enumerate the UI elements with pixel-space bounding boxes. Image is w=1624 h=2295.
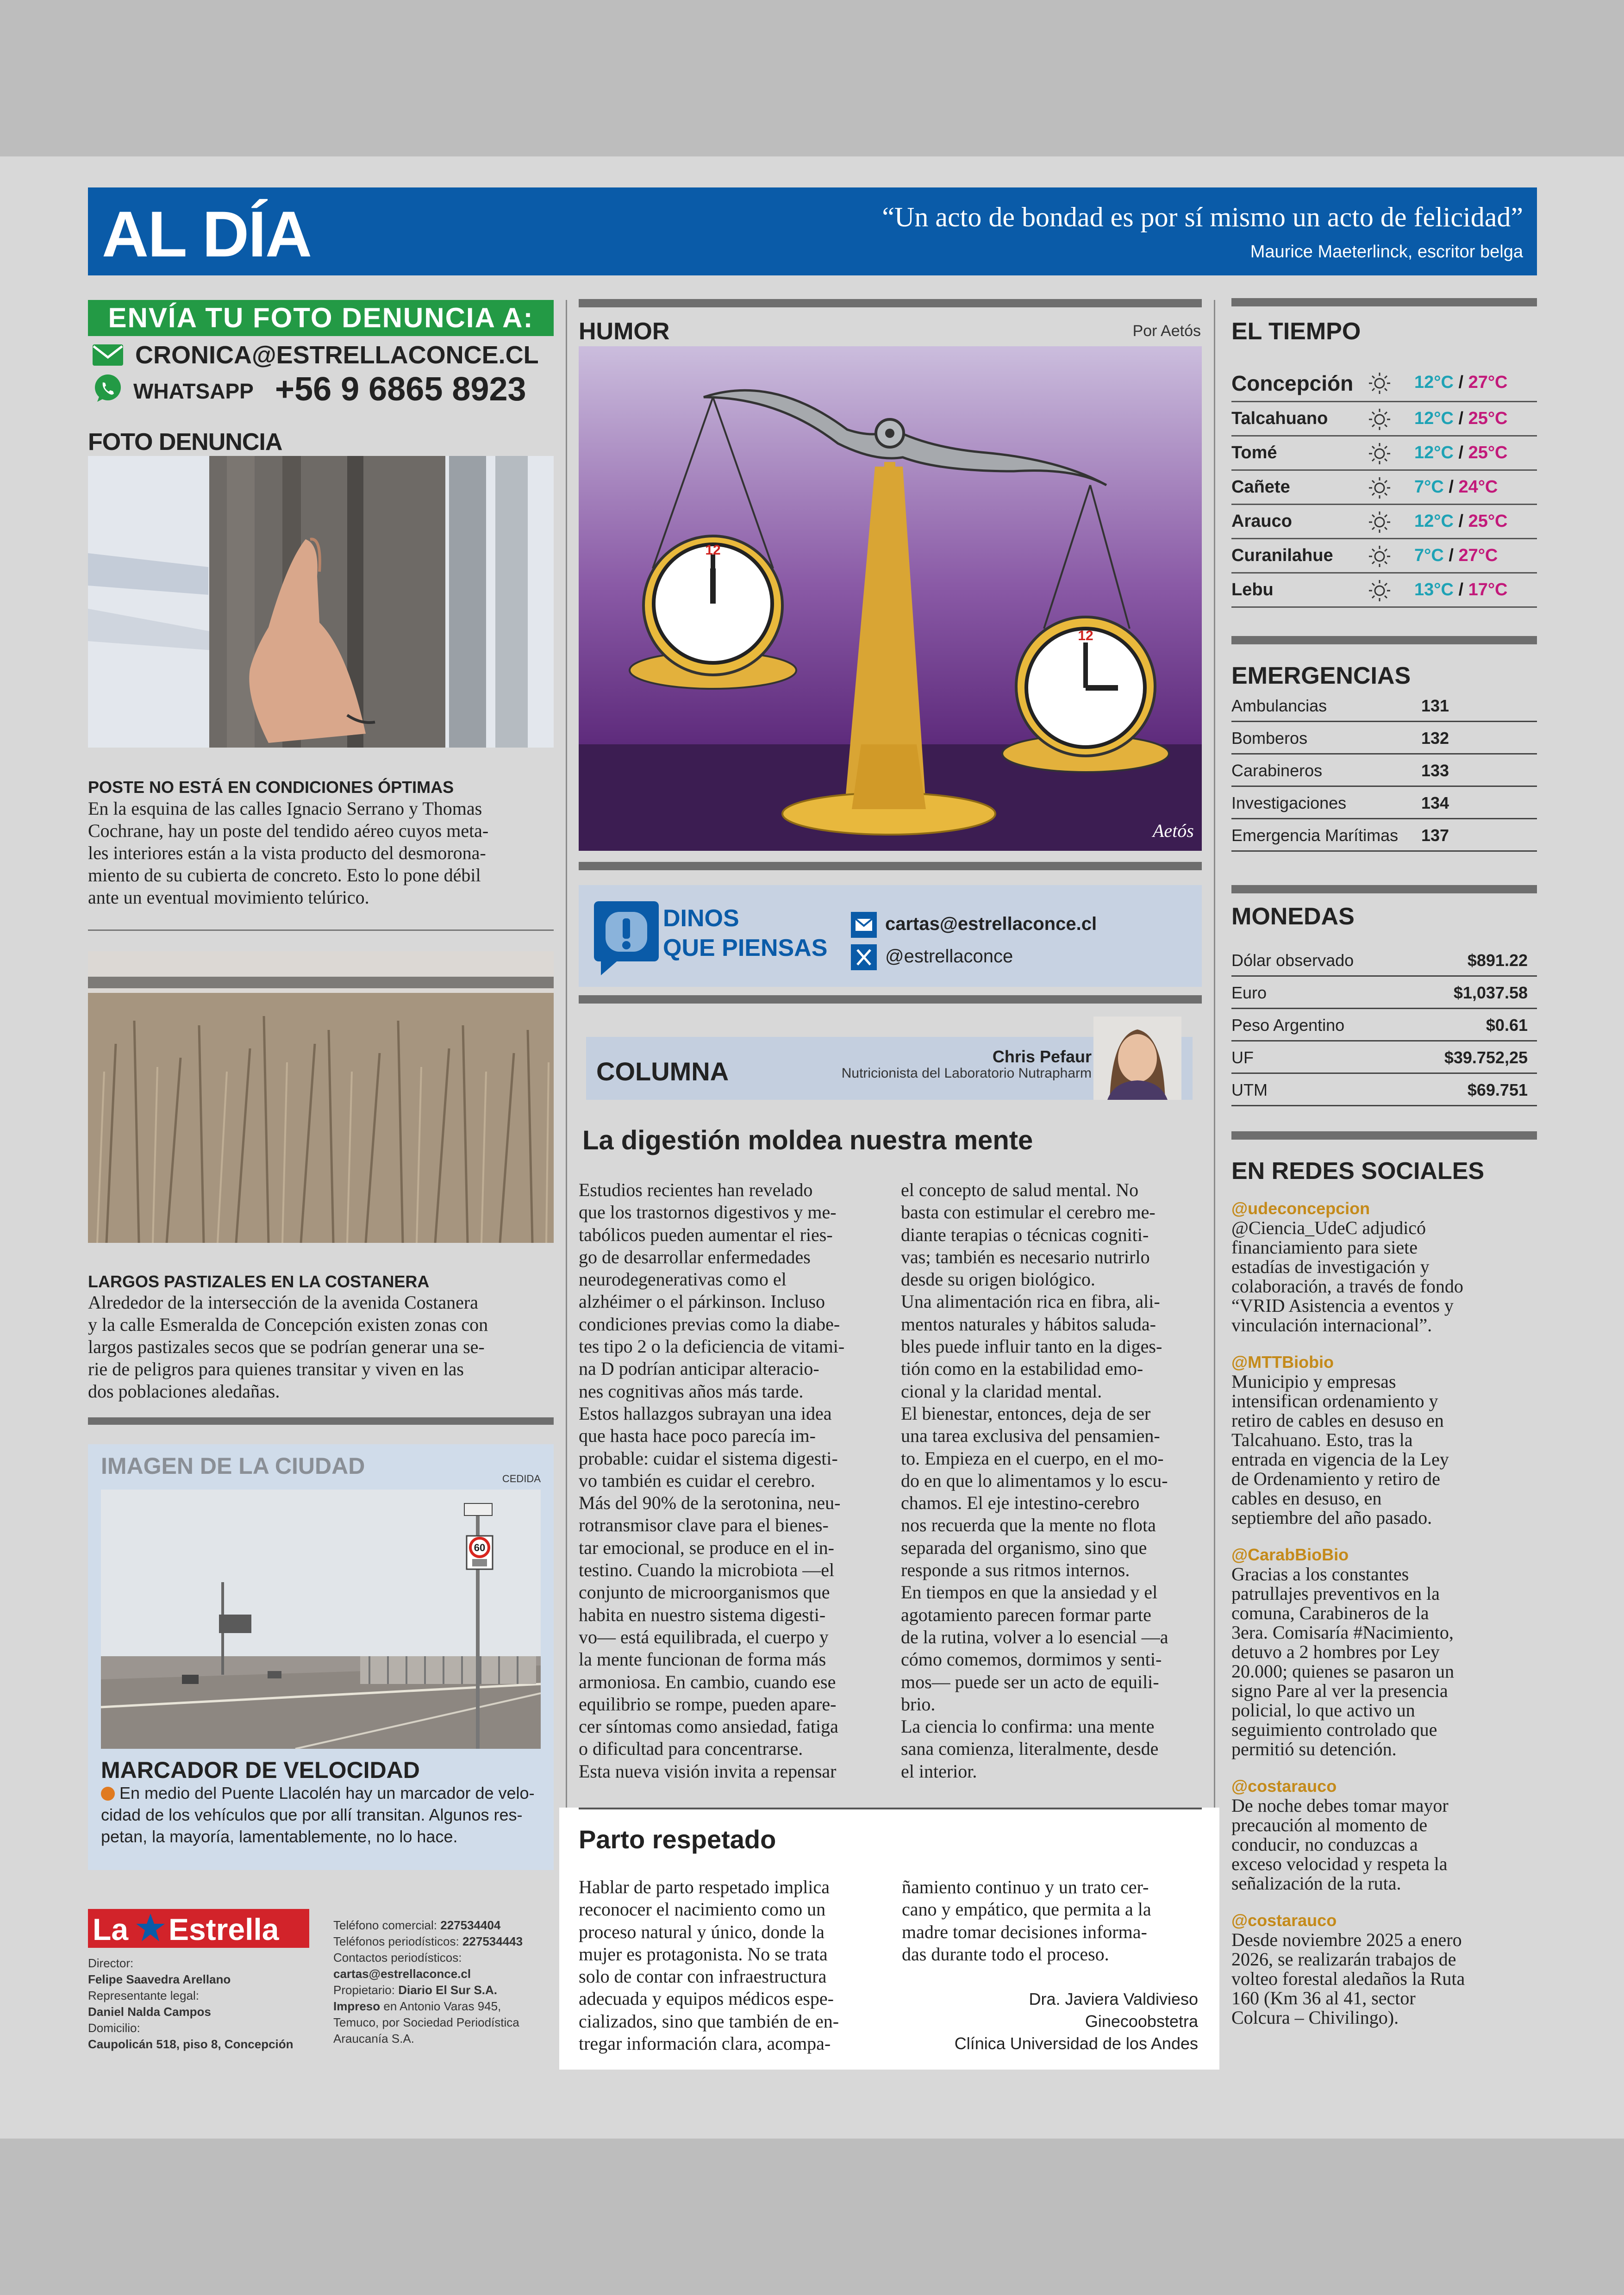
text-line: tabólicos pueden aumentar el ries- bbox=[579, 1224, 833, 1245]
currency-row bbox=[1231, 944, 1537, 977]
mail-icon bbox=[92, 343, 124, 367]
grass-photo bbox=[88, 951, 554, 1243]
text-line: Colcura – Chivilingo). bbox=[1231, 2007, 1399, 2028]
divider bbox=[579, 995, 1202, 1004]
rep-label: Representante legal: bbox=[88, 1989, 199, 2002]
service-name: Bomberos bbox=[1231, 729, 1308, 748]
impreso-value: en Antonio Varas 945, bbox=[383, 1999, 501, 2013]
text-line: cano y empático, que permita a la bbox=[902, 1899, 1151, 1920]
text-line: probable: cuidar el sistema digesti- bbox=[579, 1447, 838, 1469]
monedas-title: MONEDAS bbox=[1231, 903, 1355, 930]
author-photo bbox=[1093, 1017, 1181, 1100]
text-line: dos poblaciones aledañas. bbox=[88, 1381, 280, 1402]
sun-icon bbox=[1368, 372, 1391, 395]
text-line: El bienestar, entonces, deja de ser bbox=[901, 1403, 1151, 1424]
text-line: desde su origen biológico. bbox=[901, 1269, 1095, 1290]
column-divider bbox=[566, 300, 567, 2068]
sun-icon bbox=[1368, 545, 1391, 568]
currency-row bbox=[1231, 1074, 1537, 1106]
text-line: armoniosa. En cambio, cuando ese bbox=[579, 1671, 836, 1692]
logo-text-left: La bbox=[93, 1912, 129, 1946]
currency-name: Dólar observado bbox=[1231, 951, 1354, 970]
imagen-ciudad-box bbox=[88, 1444, 554, 1870]
item-body bbox=[88, 798, 556, 909]
speed-sign-number: 60 bbox=[474, 1542, 486, 1553]
temp-min: 7°C bbox=[1414, 477, 1444, 497]
text-line: nos recuerda que la mente no flota bbox=[901, 1515, 1156, 1536]
service-number[interactable]: 134 bbox=[1421, 793, 1449, 812]
text-line: 20.000; quienes se pasaron un bbox=[1231, 1661, 1455, 1682]
text-line: cidad de los vehículos que por allí transitan. Algunos res- bbox=[101, 1805, 523, 1824]
weather-row: Concepción 12°C / 27°C bbox=[1231, 363, 1537, 402]
weather-city: Talcahuano bbox=[1231, 409, 1328, 428]
text-line: el concepto de salud mental. No bbox=[901, 1179, 1139, 1200]
divider bbox=[579, 1808, 1202, 1809]
text-line: conducir, no conduzcas a bbox=[1231, 1834, 1418, 1855]
svg-text:12: 12 bbox=[705, 543, 721, 558]
sun-icon bbox=[1368, 476, 1391, 499]
bridge-photo bbox=[101, 1490, 541, 1749]
dom-value: Caupolicán 518, piso 8, Concepción bbox=[88, 2037, 294, 2051]
text-line: En tiempos en que la ansiedad y el bbox=[901, 1582, 1158, 1603]
estrella-logo bbox=[88, 1909, 309, 1948]
denuncia-email[interactable]: CRONICA@ESTRELLACONCE.CL bbox=[135, 341, 539, 369]
impreso-line: Araucanía S.A. bbox=[333, 2032, 414, 2046]
text-line: cer síntomas como ansiedad, fatiga bbox=[579, 1716, 838, 1737]
header-quote: “Un acto de bondad es por sí mismo un acto de felicidad” bbox=[882, 202, 1523, 232]
text-line: cional y la claridad mental. bbox=[901, 1380, 1102, 1402]
text-line: madre tomar decisiones informa- bbox=[902, 1921, 1147, 1942]
currency-row bbox=[1231, 1041, 1537, 1074]
text-line: basta con estimular el cerebro me- bbox=[901, 1202, 1156, 1223]
cartoon-signature: Aetós bbox=[1153, 820, 1194, 841]
divider bbox=[1231, 298, 1537, 306]
text-line: rie de peligros para quienes transitar y viven en las bbox=[88, 1359, 464, 1379]
text-line: ñamiento continuo y un trato cer- bbox=[902, 1877, 1149, 1897]
text-line: alzhéimer o el párkinson. Incluso bbox=[579, 1291, 825, 1312]
divider bbox=[579, 299, 1202, 307]
humor-cartoon bbox=[579, 346, 1202, 851]
text-line: na D podrían anticipar alteracio- bbox=[579, 1358, 819, 1379]
text-line: entrada en vigencia de la Ley bbox=[1231, 1449, 1449, 1470]
social-handle[interactable]: @udeconcepcion bbox=[1231, 1199, 1370, 1218]
currency-name: UTM bbox=[1231, 1080, 1268, 1099]
prop-value: Diario El Sur S.A. bbox=[398, 1983, 498, 1997]
item-title: LARGOS PASTIZALES EN LA COSTANERA bbox=[88, 1272, 430, 1291]
text-line: septiembre del año pasado. bbox=[1231, 1507, 1432, 1528]
star-icon bbox=[135, 1913, 166, 1943]
humor-title: HUMOR bbox=[579, 318, 670, 345]
text-line: financiamiento para siete bbox=[1231, 1237, 1418, 1258]
text-line: Desde noviembre 2025 a enero bbox=[1231, 1929, 1462, 1950]
service-name: Ambulancias bbox=[1231, 696, 1327, 715]
text-line: equilibrio se rompe, pueden apare- bbox=[579, 1693, 837, 1715]
text-line: intensifican ordenamiento y bbox=[1231, 1391, 1438, 1411]
emergencias-title: EMERGENCIAS bbox=[1231, 662, 1411, 689]
currency-row bbox=[1231, 977, 1537, 1009]
signature-line: Ginecoobstetra bbox=[1085, 2012, 1198, 2031]
tel-per-label: Teléfonos periodísticos: bbox=[333, 1934, 459, 1948]
impreso-line: Temuco, por Sociedad Periodística bbox=[333, 2015, 519, 2029]
text-line: y la calle Esmeralda de Concepción existen zonas con bbox=[88, 1314, 488, 1335]
director-name: Felipe Saavedra Arellano bbox=[88, 1972, 231, 1986]
text-line: colaboración, a través de fondo bbox=[1231, 1276, 1463, 1297]
text-line: el interior. bbox=[901, 1760, 977, 1782]
text-line: que los trastornos digestivos y me- bbox=[579, 1202, 837, 1223]
currency-value: $891.22 bbox=[1467, 951, 1528, 970]
dinos-email[interactable]: cartas@estrellaconce.cl bbox=[885, 914, 1097, 934]
emergency-row bbox=[1231, 819, 1537, 852]
text-line: brio. bbox=[901, 1693, 936, 1715]
text-line: cómo comemos, dormimos y senti- bbox=[901, 1649, 1162, 1670]
section-header bbox=[88, 187, 1537, 275]
divider bbox=[579, 862, 1202, 870]
text-line: proceso natural y único, donde la bbox=[579, 1921, 824, 1942]
text-line: @Ciencia_UdeC adjudicó bbox=[1231, 1217, 1426, 1238]
temp-max: 17°C bbox=[1468, 580, 1508, 599]
text-line: que hasta hace poco parecía im- bbox=[579, 1425, 816, 1447]
text-line: Hablar de parto respetado implica bbox=[579, 1877, 830, 1897]
dinos-line: QUE PIENSAS bbox=[663, 935, 828, 961]
currency-name: Peso Argentino bbox=[1231, 1016, 1345, 1035]
emergency-row bbox=[1231, 787, 1537, 819]
text-line: mujer es protagonista. No se trata bbox=[579, 1943, 828, 1964]
weather-city: Concepción bbox=[1231, 371, 1354, 395]
text-line: la mente funcionan de forma más bbox=[579, 1649, 826, 1670]
parto-box bbox=[559, 1808, 1219, 2070]
text-line: 160 (Km 36 al 41, sector bbox=[1231, 1988, 1416, 2008]
weather-row: Tomé 12°C / 25°C bbox=[1231, 437, 1537, 471]
text-line: miento de su cubierta de concreto. Esto lo pone débil bbox=[88, 865, 481, 886]
temp-min: 12°C bbox=[1414, 373, 1454, 392]
text-line: les interiores están a la vista producto del desmorona- bbox=[88, 842, 486, 863]
text-line: policial, lo que activo un bbox=[1231, 1700, 1415, 1721]
text-line: testino. Cuando la microbiota —el bbox=[579, 1559, 835, 1581]
social-feed bbox=[1231, 1199, 1546, 2027]
sun-icon bbox=[1368, 408, 1391, 431]
columna-header bbox=[586, 1037, 1193, 1100]
text-line: señalización de la ruta. bbox=[1231, 1873, 1401, 1894]
text-line: vo también es cuidar el cerebro. bbox=[579, 1470, 815, 1491]
text-line: Esta nueva visión invita a repensar bbox=[579, 1760, 837, 1782]
temp-max: 27°C bbox=[1458, 546, 1498, 565]
photo-credit: CEDIDA bbox=[502, 1473, 541, 1484]
whatsapp-icon bbox=[93, 373, 123, 404]
text-line: separada del organismo, sino que bbox=[901, 1537, 1147, 1558]
foto-denuncia-banner: ENVÍA TU FOTO DENUNCIA A: bbox=[88, 300, 554, 336]
text-line: cializados, sino que también de en- bbox=[579, 2010, 839, 2032]
weather-row: Lebu 13°C / 17°C bbox=[1231, 574, 1537, 608]
text-line: Cochrane, hay un poste del tendido aéreo cuyos meta- bbox=[88, 820, 489, 841]
weather-row: Talcahuano 12°C / 25°C bbox=[1231, 402, 1537, 437]
text-line: permitió su detención. bbox=[1231, 1739, 1397, 1759]
parto-col2 bbox=[902, 1876, 1207, 1965]
text-line: Gracias a los constantes bbox=[1231, 1564, 1409, 1584]
social-handle[interactable]: @CarabBioBio bbox=[1231, 1545, 1349, 1564]
contactos-email[interactable]: cartas@estrellaconce.cl bbox=[333, 1967, 471, 1981]
whatsapp-number[interactable]: +56 9 6865 8923 bbox=[275, 371, 526, 408]
text-line: das durante todo el proceso. bbox=[902, 1943, 1109, 1964]
currency-value: $1,037.58 bbox=[1453, 983, 1528, 1002]
temp-max: 24°C bbox=[1458, 477, 1498, 497]
emergencias-table bbox=[1231, 690, 1537, 856]
text-line: conjunto de microorganismos que bbox=[579, 1582, 830, 1603]
dom-label: Domicilio: bbox=[88, 2021, 140, 2035]
rep-name: Daniel Nalda Campos bbox=[88, 2005, 211, 2019]
text-line: diante terapias o técnicas cogniti- bbox=[901, 1224, 1149, 1245]
text-line: detuvo a 2 hombres por Ley bbox=[1231, 1641, 1440, 1662]
columna-label: COLUMNA bbox=[596, 1057, 729, 1086]
text-line: condiciones previas como la diabe- bbox=[579, 1313, 840, 1335]
contactos-label: Contactos periodísticos: bbox=[333, 1951, 462, 1964]
service-name: Carabineros bbox=[1231, 761, 1323, 780]
text-line: De noche debes tomar mayor bbox=[1231, 1795, 1449, 1816]
service-name: Investigaciones bbox=[1231, 793, 1347, 812]
text-line: patrullajes preventivos en la bbox=[1231, 1583, 1440, 1604]
social-handle[interactable]: @costarauco bbox=[1231, 1777, 1337, 1796]
dinos-line: DINOS bbox=[663, 905, 739, 932]
dinos-title bbox=[663, 904, 827, 963]
whatsapp-label: WHATSAPP bbox=[133, 379, 254, 403]
text-line: mentos naturales y hábitos saluda- bbox=[901, 1313, 1156, 1335]
imagen-ciudad-title: IMAGEN DE LA CIUDAD bbox=[101, 1453, 365, 1479]
weather-row: Curanilahue 7°C / 27°C bbox=[1231, 539, 1537, 574]
social-handle[interactable]: @MTTBiobio bbox=[1231, 1353, 1334, 1372]
logo-text-right: Estrella bbox=[169, 1912, 279, 1946]
text-line: de la rutina, volver a lo esencial —a bbox=[901, 1626, 1168, 1647]
text-line: La ciencia lo confirma: una mente bbox=[901, 1716, 1155, 1737]
text-line: nes cognitivas años más tarde. bbox=[579, 1380, 804, 1402]
text-line: bles puede influir tanto en la diges- bbox=[901, 1336, 1162, 1357]
text-line: Estos hallazgos subrayan una idea bbox=[579, 1403, 832, 1424]
section-title: AL DÍA bbox=[102, 198, 312, 270]
parto-signature bbox=[902, 1988, 1198, 2055]
item-body bbox=[88, 1291, 556, 1403]
parto-col1 bbox=[579, 1876, 884, 2055]
weather-city: Arauco bbox=[1231, 511, 1292, 531]
currency-name: Euro bbox=[1231, 983, 1267, 1002]
text-line: Talcahuano. Esto, tras la bbox=[1231, 1429, 1413, 1450]
text-line: sana comienza, literalmente, desde bbox=[901, 1738, 1159, 1759]
temp-min: 12°C bbox=[1414, 409, 1454, 428]
tiempo-title: EL TIEMPO bbox=[1231, 318, 1361, 345]
redes-title: EN REDES SOCIALES bbox=[1231, 1158, 1485, 1185]
sun-icon bbox=[1368, 442, 1391, 465]
currency-value: $0.61 bbox=[1486, 1016, 1528, 1035]
column-divider bbox=[1214, 300, 1215, 2068]
social-post bbox=[1231, 1777, 1546, 1893]
parto-headline: Parto respetado bbox=[579, 1825, 776, 1854]
text-line: estadías de investigación y bbox=[1231, 1256, 1430, 1277]
service-number[interactable]: 132 bbox=[1421, 729, 1449, 748]
text-line: precaución al momento de bbox=[1231, 1815, 1428, 1835]
text-line: to. Empieza en el cuerpo, en el mo- bbox=[901, 1447, 1164, 1469]
emergency-row bbox=[1231, 690, 1537, 722]
dinos-x-handle[interactable]: @estrellaconce bbox=[885, 946, 1013, 967]
columna-col2 bbox=[901, 1179, 1206, 1783]
text-line: tes tipo 2 o la deficiencia de vitami- bbox=[579, 1336, 845, 1357]
text-line: go de desarrollar enfermedades bbox=[579, 1246, 811, 1267]
mail-icon bbox=[851, 912, 877, 938]
social-post bbox=[1231, 1353, 1546, 1528]
columna-author: Chris Pefaur bbox=[992, 1047, 1092, 1066]
signature-line: Dra. Javiera Valdivieso bbox=[1029, 1989, 1198, 2008]
temp-min: 12°C bbox=[1414, 511, 1454, 531]
text-line: signo Pare al ver la presencia bbox=[1231, 1680, 1448, 1701]
text-line: adecuada y equipos médicos espe- bbox=[579, 1988, 834, 2009]
weather-city: Tomé bbox=[1231, 443, 1277, 462]
pole-photo bbox=[88, 456, 554, 748]
columna-headline: La digestión moldea nuestra mente bbox=[582, 1125, 1033, 1155]
quote-author: Maurice Maeterlinck, escritor belga bbox=[1250, 242, 1523, 262]
text-line: retiro de cables en desuso en bbox=[1231, 1410, 1444, 1431]
text-line: seguimiento controlado que bbox=[1231, 1719, 1437, 1740]
text-line: 2026, se realizarán trabajos de bbox=[1231, 1949, 1456, 1970]
currency-value: $39.752,25 bbox=[1444, 1048, 1528, 1067]
weather-row: Arauco 12°C / 25°C bbox=[1231, 505, 1537, 539]
text-line: largos pastizales secos que se podrían generar una se- bbox=[88, 1336, 485, 1357]
x-logo-icon bbox=[851, 944, 877, 970]
masthead-contacts bbox=[333, 1917, 523, 2047]
text-line: o dificultad para concentrarse. bbox=[579, 1738, 803, 1759]
text-line: ante un eventual movimiento telúrico. bbox=[88, 887, 369, 908]
text-line: volteo forestal aledaños la Ruta bbox=[1231, 1968, 1465, 1989]
divider bbox=[1231, 885, 1537, 893]
text-line: reconocer el nacimiento como un bbox=[579, 1899, 826, 1920]
text-line: En medio del Puente Llacolén hay un marcador de velo- bbox=[119, 1784, 535, 1802]
columna-role: Nutricionista del Laboratorio Nutrapharm bbox=[841, 1066, 1092, 1081]
marcador-body bbox=[101, 1782, 545, 1847]
dinos-box bbox=[579, 885, 1202, 987]
text-line: Municipio y empresas bbox=[1231, 1371, 1396, 1392]
tel-com: 227534404 bbox=[440, 1918, 501, 1932]
text-line: habita en nuestro sistema digesti- bbox=[579, 1604, 826, 1625]
emergency-row bbox=[1231, 755, 1537, 787]
weather-row: Cañete 7°C / 24°C bbox=[1231, 471, 1537, 505]
text-line: de Ordenamiento y retiro de bbox=[1231, 1468, 1440, 1489]
text-line: agotamiento parecen formar parte bbox=[901, 1604, 1151, 1625]
text-line: cables en desuso, en bbox=[1231, 1488, 1382, 1509]
text-line: tar emocional, se produce en el in- bbox=[579, 1537, 834, 1558]
service-number[interactable]: 137 bbox=[1421, 826, 1449, 845]
signature-line: Clínica Universidad de los Andes bbox=[954, 2034, 1198, 2053]
social-post bbox=[1231, 1545, 1546, 1759]
divider bbox=[88, 1417, 554, 1425]
tel-per: 227534443 bbox=[462, 1934, 523, 1948]
divider bbox=[1231, 636, 1537, 644]
text-line: vas; también es necesario nutrirlo bbox=[901, 1246, 1150, 1267]
weather-table bbox=[1231, 363, 1537, 613]
text-line: una tarea exclusiva del pensamien- bbox=[901, 1425, 1160, 1447]
text-line: Más del 90% de la serotonina, neu- bbox=[579, 1492, 841, 1514]
svg-text:12: 12 bbox=[1078, 628, 1093, 643]
temp-max: 25°C bbox=[1468, 511, 1508, 531]
temp-max: 25°C bbox=[1468, 443, 1508, 462]
text-line: petan, la mayoría, lamentablemente, no lo hace. bbox=[101, 1827, 458, 1846]
item-title: POSTE NO ESTÁ EN CONDICIONES ÓPTIMAS bbox=[88, 778, 454, 797]
humor-author: Por Aetós bbox=[1132, 322, 1201, 340]
text-line: neurodegenerativas como el bbox=[579, 1269, 787, 1290]
emergency-row bbox=[1231, 722, 1537, 755]
text-line: solo de contar con infraestructura bbox=[579, 1966, 827, 1987]
sun-icon bbox=[1368, 511, 1391, 534]
temp-max: 25°C bbox=[1468, 409, 1508, 428]
social-post bbox=[1231, 1199, 1546, 1335]
sun-icon bbox=[1368, 579, 1391, 602]
text-line: mos— puede ser un acto de equili- bbox=[901, 1671, 1159, 1692]
text-line: Estudios recientes han revelado bbox=[579, 1179, 813, 1200]
masthead-staff bbox=[88, 1955, 294, 2052]
weather-city: Cañete bbox=[1231, 477, 1290, 497]
temp-max: 27°C bbox=[1468, 373, 1508, 392]
text-line: vo— está equilibrada, el cuerpo y bbox=[579, 1626, 829, 1647]
text-line: “VRID Asistencia a eventos y bbox=[1231, 1295, 1454, 1316]
text-line: vinculación internacional”. bbox=[1231, 1315, 1432, 1335]
currency-name: UF bbox=[1231, 1048, 1254, 1067]
text-line: comuna, Carabineros de la bbox=[1231, 1603, 1429, 1623]
temp-min: 13°C bbox=[1414, 580, 1454, 599]
text-line: chamos. El eje intestino-cerebro bbox=[901, 1492, 1140, 1514]
text-line: tión como en la estabilidad emo- bbox=[901, 1358, 1143, 1379]
monedas-table bbox=[1231, 944, 1537, 1111]
text-line: exceso velocidad y respeta la bbox=[1231, 1853, 1448, 1874]
exclamation-bubble-icon bbox=[592, 899, 661, 978]
service-name: Emergencia Marítimas bbox=[1231, 826, 1399, 845]
currency-value: $69.751 bbox=[1467, 1080, 1528, 1099]
temp-min: 7°C bbox=[1414, 546, 1444, 565]
service-number[interactable]: 131 bbox=[1421, 696, 1449, 715]
divider bbox=[1231, 1131, 1537, 1140]
tel-com-label: Teléfono comercial: bbox=[333, 1918, 437, 1932]
text-line: tregar información clara, acompa- bbox=[579, 2033, 831, 2054]
social-post bbox=[1231, 1911, 1546, 2027]
text-line: do en que lo alimentamos y lo escu- bbox=[901, 1470, 1168, 1491]
weather-city: Curanilahue bbox=[1231, 546, 1333, 565]
text-line: responde a sus ritmos internos. bbox=[901, 1559, 1130, 1581]
impreso-label: Impreso bbox=[333, 1999, 381, 2013]
text-line: Una alimentación rica en fibra, ali- bbox=[901, 1291, 1160, 1312]
service-number[interactable]: 133 bbox=[1421, 761, 1449, 780]
temp-min: 12°C bbox=[1414, 443, 1454, 462]
text-line: rotransmisor clave para el bienes- bbox=[579, 1515, 829, 1536]
director-label: Director: bbox=[88, 1956, 134, 1970]
social-handle[interactable]: @costarauco bbox=[1231, 1911, 1337, 1930]
text-line: En la esquina de las calles Ignacio Serrano y Thomas bbox=[88, 798, 482, 819]
marcador-headline: MARCADOR DE VELOCIDAD bbox=[101, 1757, 420, 1783]
currency-row bbox=[1231, 1009, 1537, 1041]
prop-label: Propietario: bbox=[333, 1983, 395, 1997]
text-line: Alrededor de la intersección de la avenida Costanera bbox=[88, 1292, 478, 1313]
columna-col1 bbox=[579, 1179, 884, 1783]
text-line: 3era. Comisaría #Nacimiento, bbox=[1231, 1622, 1454, 1643]
foto-denuncia-title: FOTO DENUNCIA bbox=[88, 429, 282, 455]
weather-city: Lebu bbox=[1231, 580, 1274, 599]
divider bbox=[88, 929, 554, 931]
